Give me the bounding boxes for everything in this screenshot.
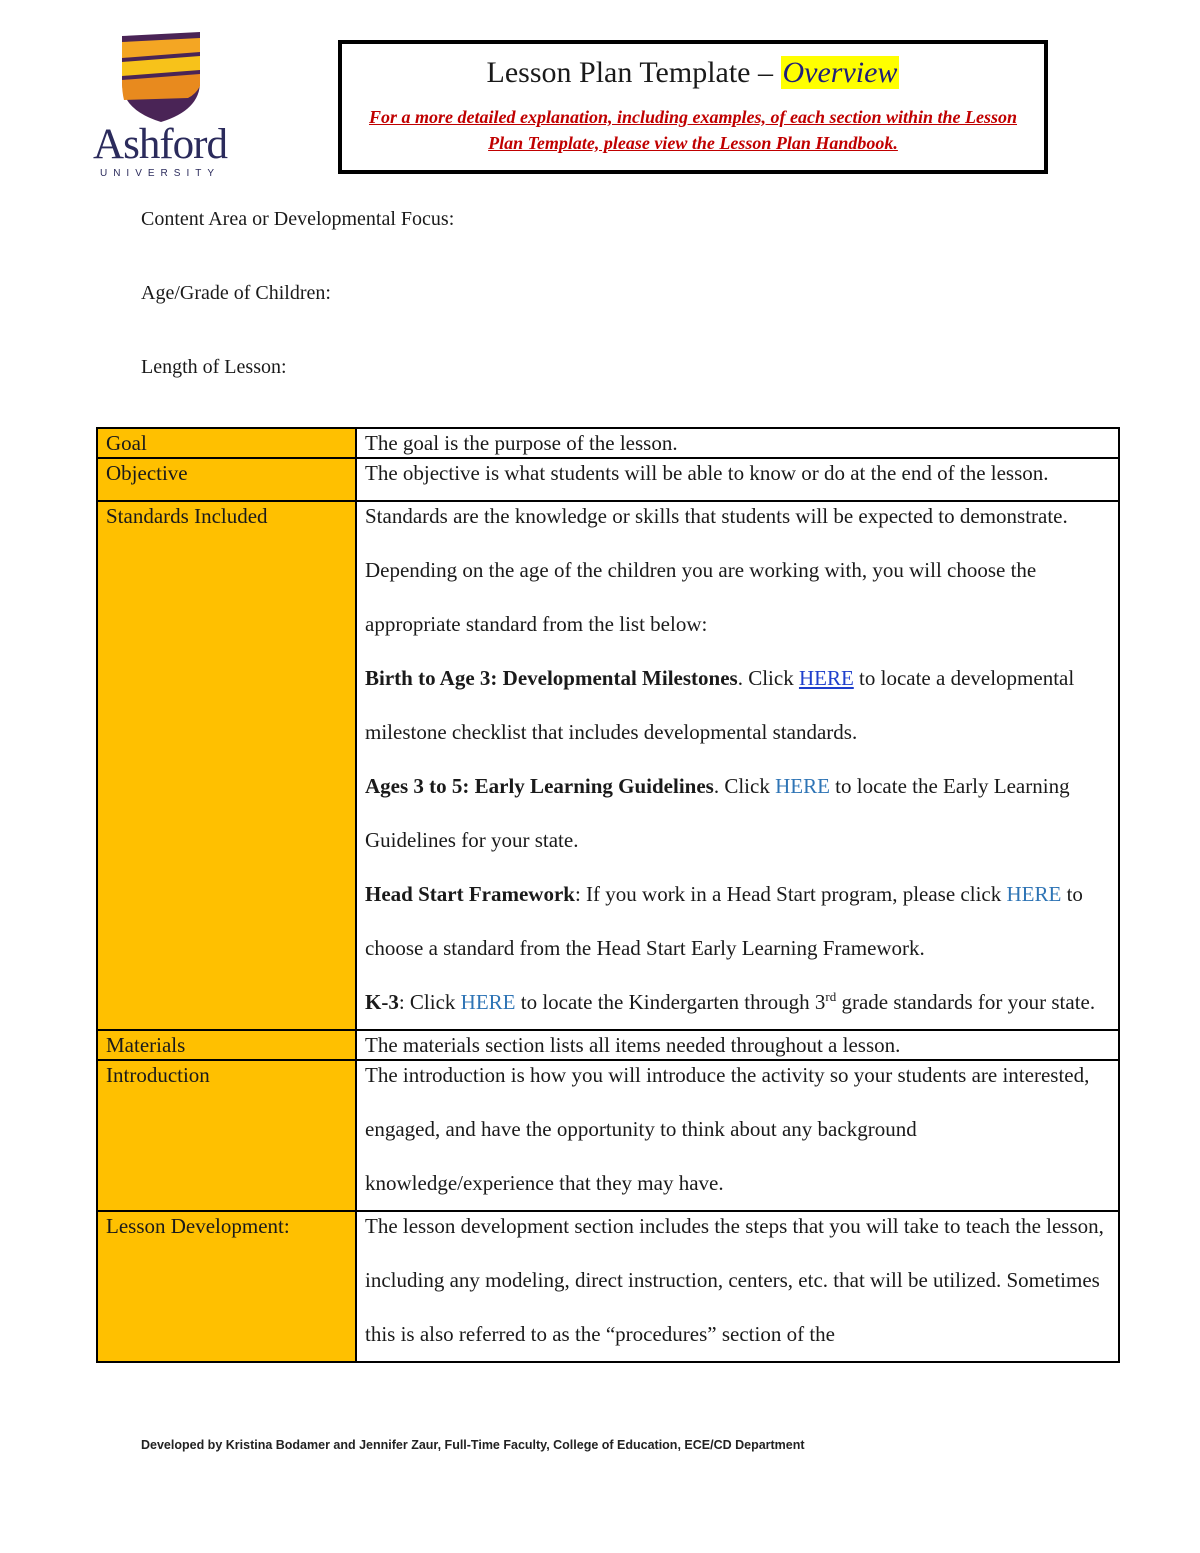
introduction-label: Introduction — [97, 1060, 356, 1211]
age-grade-field: Age/Grade of Children: — [141, 282, 331, 304]
ashford-logo — [80, 32, 240, 182]
standard-ages: Ages 3 to 5: Early Learning Guidelines. Click HERE to locate the Early Learning Guidelines for your state. — [365, 774, 1070, 852]
standards-label: Standards Included — [97, 501, 356, 1030]
materials-text: The materials section lists all items needed throughout a lesson. — [356, 1030, 1119, 1060]
ages-here-link[interactable]: HERE — [775, 774, 830, 798]
handbook-note: For a more detailed explanation, including examples, of each section within the Lesson Plan Template, please view the Lesson Plan Handbook. — [368, 107, 1018, 153]
goal-label: Goal — [97, 428, 356, 458]
introduction-text: The introduction is how you will introduce the activity so your students are interested, engaged, and have the opportunity to think about any background knowledge/experience that they may have. — [356, 1060, 1119, 1211]
birth-here-link[interactable]: HERE — [798, 666, 854, 690]
shield-logo-icon — [120, 32, 202, 122]
length-field: Length of Lesson: — [141, 356, 287, 378]
objective-label: Objective — [97, 458, 356, 501]
materials-label: Materials — [97, 1030, 356, 1060]
title-box — [338, 40, 1048, 174]
standard-headstart: Head Start Framework: If you work in a Head Start program, please click HERE to choose a standard from the Head Start Early Learning Framework. — [365, 882, 1083, 960]
content-area-field: Content Area or Developmental Focus: — [141, 208, 455, 230]
title-main: Lesson Plan Template – — [486, 56, 781, 89]
standard-birth: Birth to Age 3: Developmental Milestones. Click HERE to locate a developmental milestone checklist that includes developmental standards. — [365, 666, 1075, 744]
logo-wordmark: Ashford — [93, 121, 227, 168]
table-row-development — [97, 1211, 1119, 1362]
page-title — [342, 56, 1044, 90]
development-text: The lesson development section includes the steps that you will take to teach the lesson, including any modeling, direct instruction, centers, etc. that will be utilized. Sometimes this is also referred to as the “procedures” section of the — [356, 1211, 1119, 1362]
standards-intro: Standards are the knowledge or skills that students will be expected to demonstrate. Depending on the age of the children you are working with, you will choose the appropriate standard from the list below: — [365, 504, 1068, 636]
title-highlight: Overview — [782, 56, 898, 89]
lesson-plan-table — [96, 427, 1120, 1363]
standard-k3: K-3: Click HERE to locate the Kindergarten through 3rd grade standards for your state. — [365, 989, 1096, 1014]
table-row-standards — [97, 501, 1119, 1030]
footer-credit: Developed by Kristina Bodamer and Jennifer Zaur, Full-Time Faculty, College of Education, ECE/CD Department — [141, 1438, 805, 1452]
development-label: Lesson Development: — [97, 1211, 356, 1362]
goal-text: The goal is the purpose of the lesson. — [356, 428, 1119, 458]
headstart-here-link[interactable]: HERE — [1006, 882, 1062, 906]
k3-here-link[interactable]: HERE — [460, 990, 516, 1014]
objective-text-content: The objective is what students will be able to know or do at the end of the lesson. — [365, 461, 1049, 485]
standards-text — [356, 501, 1119, 1030]
logo-subtext: UNIVERSITY — [99, 168, 220, 179]
table-row-introduction — [97, 1060, 1119, 1211]
